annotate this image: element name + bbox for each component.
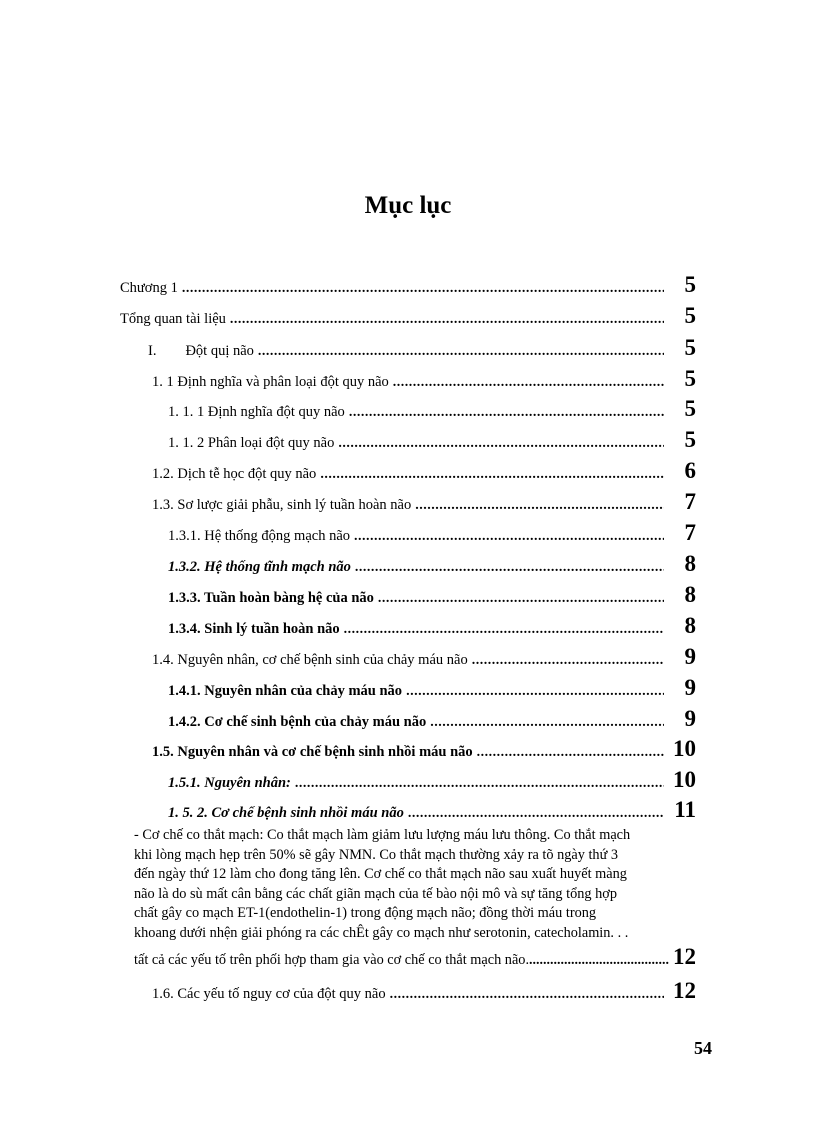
toc-leader-dots	[378, 591, 664, 607]
toc-entry-label: 1.3.4. Sinh lý tuần hoàn não	[168, 621, 340, 637]
toc-leader-dots	[354, 529, 664, 545]
toc-entry-label: 1.5.1. Nguyên nhân:	[168, 775, 291, 791]
toc-leader-dots	[344, 622, 664, 638]
toc-entry-label: 1.3. Sơ lược giải phẫu, sinh lý tuần hoàn não	[152, 497, 412, 513]
toc-leader-dots	[430, 715, 664, 731]
paragraph-line: - Cơ chế co thắt mạch: Co thắt mạch làm giảm lưu lượng máu lưu thông. Co thắt mạch	[134, 827, 631, 843]
toc-entry-page: 8	[684, 613, 696, 638]
toc-entry-page: 5	[684, 272, 696, 297]
toc-leader-dots	[182, 281, 664, 297]
toc-entry-label: Tổng quan tài liệu	[120, 311, 226, 327]
toc-entry	[168, 551, 696, 583]
toc-entry-page: 6	[684, 458, 696, 483]
toc-leader-dots	[390, 987, 664, 1003]
toc-entry	[152, 736, 696, 768]
toc-entry-label: I. Đột quị não	[148, 343, 254, 359]
paragraph-line: khoang dưới nhện giải phóng ra các chÊt gây co mạch như serotonin, catecholamin. . .	[134, 924, 629, 941]
toc-entry	[168, 582, 696, 614]
toc-entry-page: 9	[684, 644, 696, 669]
page-title: Mục lục	[364, 192, 452, 219]
toc-entry	[120, 303, 696, 335]
toc-entry-label: 1. 5. 2. Cơ chế bệnh sinh nhồi máu não	[168, 805, 404, 821]
toc-entry	[152, 366, 696, 398]
toc-leader-dots	[320, 467, 664, 483]
toc-entry	[168, 613, 696, 645]
toc-entry-label: 1.4. Nguyên nhân, cơ chế bệnh sinh của chảy máu não	[152, 652, 468, 668]
toc-entry	[168, 396, 696, 428]
toc-entry-page: 9	[684, 675, 696, 700]
toc-entry-page: 5	[684, 303, 696, 328]
paragraph-line: khi lòng mạch hẹp trên 50% sẽ gây NMN. Co thắt mạch thường xảy ra tõ ngày thứ 3	[134, 846, 619, 863]
toc-entry-page: 12	[673, 944, 696, 969]
toc-entry	[168, 520, 696, 552]
toc-entry-page: 8	[684, 551, 696, 576]
toc-entry	[148, 335, 696, 367]
toc-leader-dots	[393, 375, 664, 391]
toc-entry-label: 1.4.2. Cơ chế sinh bệnh của chảy máu não	[168, 714, 427, 730]
toc-entry	[152, 978, 696, 1010]
toc-entry-label: 1.2. Dịch tễ học đột quy não	[152, 466, 317, 482]
toc-entry-label: 1. 1. 1 Định nghĩa đột quy não	[168, 404, 345, 420]
toc-entry	[120, 272, 696, 304]
toc-entry-page: 7	[684, 520, 696, 545]
toc-entry	[168, 797, 696, 829]
toc-entry-page: 5	[684, 335, 696, 360]
toc-entry-page: 10	[673, 767, 696, 792]
toc-leader-dots	[477, 745, 664, 761]
toc-leader-dots	[529, 951, 669, 971]
toc-entry	[168, 767, 696, 799]
toc-entry-page: 5	[684, 366, 696, 391]
toc-leader-dots	[230, 312, 664, 328]
toc-entry	[152, 644, 696, 676]
toc-entry-page: 10	[673, 736, 696, 761]
toc-entry	[168, 427, 696, 459]
body-paragraph	[134, 826, 696, 971]
toc-leader-dots	[355, 560, 664, 576]
toc-entry	[168, 706, 696, 738]
paragraph-last-text: tất cả các yếu tố trên phối hợp tham gia vào cơ chế co thắt mạch não.	[134, 952, 530, 968]
toc-leader-dots	[472, 653, 664, 669]
toc-entry-page: 11	[674, 797, 696, 822]
toc-entry-label: 1.4.1. Nguyên nhân của chảy máu não	[168, 683, 403, 699]
paragraph-line: chất gây co mạch ET-1(endothelin-1) trong động mạch não; đồng thời máu trong	[134, 905, 597, 921]
toc-entry-page: 12	[673, 978, 696, 1003]
toc-entry	[152, 489, 696, 521]
toc-entry	[168, 675, 696, 707]
toc-entry-page: 9	[684, 706, 696, 731]
toc-entry-label: 1.6. Các yếu tố nguy cơ của đột quy não	[152, 986, 386, 1002]
toc-entry	[152, 458, 696, 490]
paragraph-last-line	[134, 944, 696, 971]
paragraph-line: não là do sù mất cân bằng các chất giãn mạch của tế bào nội mô và sự tăng tổng hợp	[134, 885, 617, 902]
toc-entry-label: Chương 1	[120, 280, 178, 296]
toc-entry-page: 8	[684, 582, 696, 607]
toc-entry-label: 1.5. Nguyên nhân và cơ chế bệnh sinh nhồi máu não	[152, 744, 473, 760]
toc-leader-dots	[406, 684, 664, 700]
toc-entry-label: 1.3.3. Tuần hoàn bàng hệ của não	[168, 590, 374, 606]
toc-leader-dots	[338, 436, 664, 452]
toc-entry-page: 7	[684, 489, 696, 514]
toc-leader-dots	[349, 405, 664, 421]
toc-entry-label: 1.3.2. Hệ thống tĩnh mạch não	[168, 559, 351, 575]
toc-leader-dots	[408, 806, 664, 822]
toc-entry-label: 1. 1 Định nghĩa và phân loại đột quy não	[152, 374, 389, 390]
page-number: 54	[694, 1038, 712, 1058]
toc-entry-page: 5	[684, 427, 696, 452]
toc-leader-dots	[258, 344, 664, 360]
paragraph-line: đến ngày thứ 12 làm cho đong tăng lên. Cơ chế co thắt mạch não sau xuất huyết màng	[134, 866, 627, 882]
toc-leader-dots	[295, 776, 664, 792]
toc-leader-dots	[415, 498, 664, 514]
toc-entry-page: 5	[684, 396, 696, 421]
toc-entry-label: 1.3.1. Hệ thống động mạch não	[168, 528, 351, 544]
toc-entry-label: 1. 1. 2 Phân loại đột quy não	[168, 435, 335, 451]
